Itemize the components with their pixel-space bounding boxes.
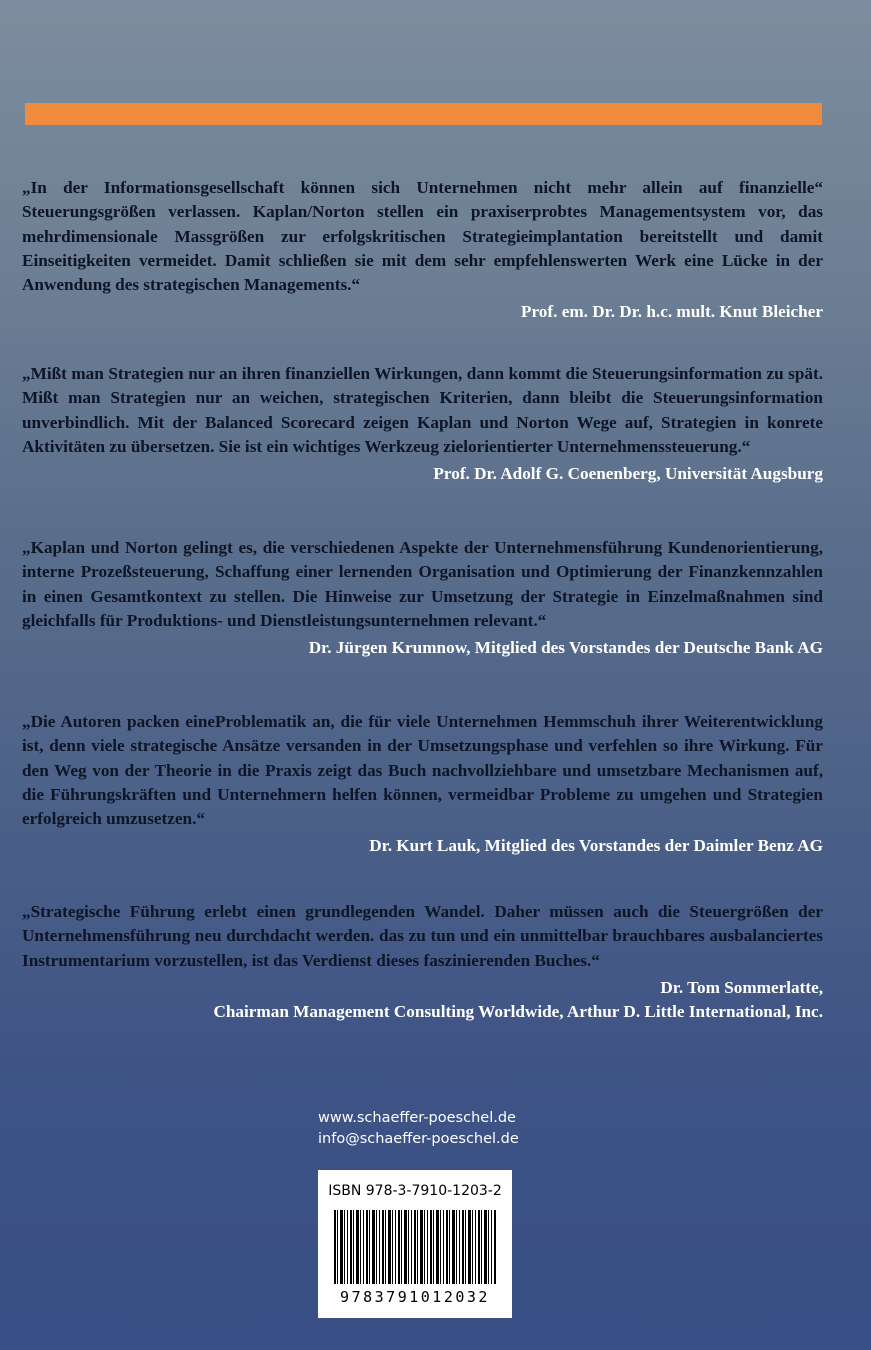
quote-attribution: Prof. em. Dr. Dr. h.c. mult. Knut Bleicher — [520, 302, 823, 322]
barcode-label — [318, 1170, 512, 1318]
quote-attribution: Dr. Kurt Lauk, Mitglied des Vorstandes der Daimler Benz AG — [369, 836, 823, 856]
quote-coenenberg — [22, 362, 823, 486]
barcode-bars — [334, 1210, 496, 1284]
publisher-contact — [318, 1108, 519, 1150]
isbn-text: ISBN 978-3-7910-1203-2 — [328, 1183, 502, 1199]
quote-text: „Die Autoren packen eineProblematik an, die für viele Unternehmen Hemmschuh ihrer Weiterentwicklung ist, denn viele strategische Ansätze versanden in der Umsetzungsphase und verfehlen so ihre Wirkung. Für den Weg von der Theorie in die Praxis zeigt das Buch nachvollziehbare und umsetzbare Mechanismen auf, die Führungskräften und Unternehmern helfen können, vermeidbar Probleme zu umgehen und Strategien erfolgreich umzusetzen.“ — [22, 712, 823, 829]
publisher-website: www.schaeffer-poeschel.de — [318, 1110, 516, 1126]
quote-lauk — [22, 710, 823, 858]
quote-text: „Mißt man Strategien nur an ihren finanziellen Wirkungen, dann kommt die Steuerungsinformation zu spät. Mißt man Strategien nur an weichen, strategischen Kriterien, dann bleibt die Steuerungsinformation unverbindlich. Mit der Balanced Scorecard zeigen Kaplan und Norton Wege auf, Strategien in konrete Aktivitäten zu übersetzen. Sie ist ein wichtiges Werkzeug zielorientierter Unternehmenssteuerung.“ — [22, 364, 823, 456]
quote-attribution: Prof. Dr. Adolf G. Coenenberg, Universität Augsburg — [433, 464, 823, 484]
quote-text: „Strategische Führung erlebt einen grundlegenden Wandel. Daher müssen auch die Steuergrößen der Unternehmensführung neu durchdacht werden. das zu tun und ein unmittelbar brauchbares ausbalanciertes Instrumentarium vorzustellen, ist das Verdienst dieses faszinierenden Buches.“ — [22, 902, 823, 970]
publisher-email: info@schaeffer-poeschel.de — [318, 1131, 519, 1147]
quote-sommerlatte — [22, 900, 823, 1024]
accent-bar — [25, 103, 822, 125]
quote-attribution: Dr. Jürgen Krumnow, Mitglied des Vorstandes der Deutsche Bank AG — [308, 638, 823, 658]
quote-krumnow — [22, 536, 823, 660]
quote-bleicher — [22, 176, 823, 324]
quote-text: „In der Informationsgesellschaft können sich Unternehmen nicht mehr allein auf finanzielle“ Steuerungsgrößen verlassen. Kaplan/Norton stellen ein praxiserprobtes Managementsystem vor, das mehrdimensionale Massgrößen zur erfolgskritischen Strategieimplantation bereitstellt und damit Einseitigkeiten vermeidet. Damit schließen sie mit dem sehr empfehlenswerten Werk eine Lücke in der Anwendung des strategischen Managements.“ — [22, 178, 823, 295]
quote-attribution: Dr. Tom Sommerlatte, Chairman Management Consulting Worldwide, Arthur D. Little International, Inc. — [213, 977, 823, 1021]
barcode-digits: 9783791012032 — [340, 1288, 490, 1306]
quote-text: „Kaplan und Norton gelingt es, die verschiedenen Aspekte der Unternehmensführung Kundenorientierung, interne Prozeßsteuerung, Schaffung einer lernenden Organisation und Optimierung der Finanzkennzahlen in einen Gesamtkontext zu stellen. Die Hinweise zur Umsetzung der Strategie in Einzelmaßnahmen sind gleichfalls für Produktions- und Dienstleistungsunternehmen relevant.“ — [22, 538, 823, 630]
